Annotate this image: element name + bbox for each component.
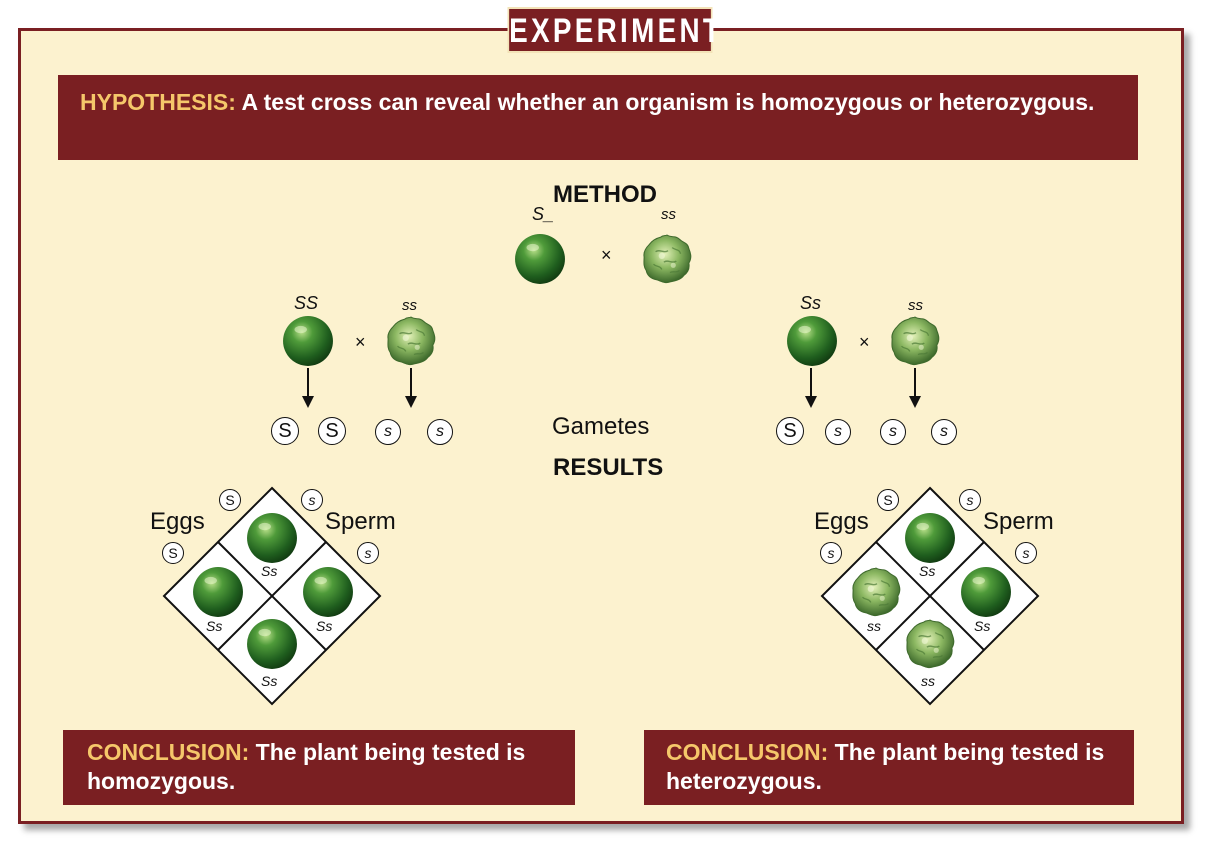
smooth-pea-icon (904, 512, 956, 564)
cell-genotype: Ss (316, 618, 333, 634)
left-parent-right-genotype: ss (402, 297, 417, 314)
sperm-allele-tag: s (959, 489, 981, 511)
conclusion-left-banner (63, 730, 575, 805)
conclusion-right-banner (644, 730, 1134, 805)
wrinkled-pea-icon (385, 315, 437, 367)
wrinkled-pea-icon (889, 315, 941, 367)
wrinkled-pea-icon (850, 566, 902, 618)
hypothesis-banner (58, 75, 1138, 160)
gametes-label: Gametes (552, 413, 650, 440)
gamete-tag: s (375, 419, 401, 445)
gamete-tag: s (880, 419, 906, 445)
cell-genotype: Ss (919, 563, 936, 579)
right-sperm-label: Sperm (983, 508, 1054, 535)
method-label: METHOD (553, 181, 657, 208)
gamete-tag: S (776, 417, 804, 445)
right-cross-symbol: × (859, 332, 870, 352)
smooth-pea-icon (246, 618, 298, 670)
smooth-pea-icon (246, 512, 298, 564)
right-parent-left-genotype: Ss (800, 293, 822, 313)
results-label: RESULTS (553, 454, 664, 481)
right-eggs-label: Eggs (814, 508, 869, 535)
egg-allele-tag: S (877, 489, 899, 511)
cell-genotype: Ss (261, 563, 278, 579)
left-cross-symbol: × (355, 332, 366, 352)
egg-allele-tag: S (162, 542, 184, 564)
left-parent-left-genotype: SS (294, 293, 319, 313)
arrow-down-icon (905, 368, 925, 410)
cell-genotype: Ss (206, 618, 223, 634)
smooth-pea-icon (282, 315, 334, 367)
method-parent-right-genotype: ss (661, 206, 676, 223)
sperm-allele-tag: s (301, 489, 323, 511)
arrow-down-icon (401, 368, 421, 410)
smooth-pea-icon (302, 566, 354, 618)
smooth-pea-icon (192, 566, 244, 618)
conclusion-left-text: The plant being tested is homozygous. (87, 739, 526, 794)
gamete-tag: S (318, 417, 346, 445)
gamete-tag: s (931, 419, 957, 445)
conclusion-left-key: CONCLUSION: (87, 739, 250, 765)
gamete-tag: S (271, 417, 299, 445)
egg-allele-tag: s (820, 542, 842, 564)
smooth-pea-icon (786, 315, 838, 367)
gamete-tag: s (427, 419, 453, 445)
hypothesis-key: HYPOTHESIS: (80, 89, 236, 115)
gamete-tag: s (825, 419, 851, 445)
sperm-allele-tag: s (357, 542, 379, 564)
conclusion-right-text: The plant being tested is heterozygous. (666, 739, 1105, 794)
experiment-title: EXPERIMENT (508, 7, 713, 53)
cell-genotype: ss (921, 673, 935, 689)
hypothesis-text: A test cross can reveal whether an organism is homozygous or heterozygous. (241, 89, 1095, 115)
wrinkled-pea-icon (904, 618, 956, 670)
right-parent-right-genotype: ss (908, 297, 923, 314)
left-sperm-label: Sperm (325, 508, 396, 535)
egg-allele-tag: S (219, 489, 241, 511)
arrow-down-icon (298, 368, 318, 410)
arrow-down-icon (801, 368, 821, 410)
cell-genotype: Ss (974, 618, 991, 634)
sperm-allele-tag: s (1015, 542, 1037, 564)
smooth-pea-icon (514, 233, 566, 285)
method-cross-symbol: × (601, 245, 612, 265)
left-eggs-label: Eggs (150, 508, 205, 535)
wrinkled-pea-icon (641, 233, 693, 285)
conclusion-right-key: CONCLUSION: (666, 739, 829, 765)
cell-genotype: ss (867, 618, 881, 634)
cell-genotype: Ss (261, 673, 278, 689)
smooth-pea-icon (960, 566, 1012, 618)
method-parent-left-genotype: S_ (532, 204, 555, 224)
